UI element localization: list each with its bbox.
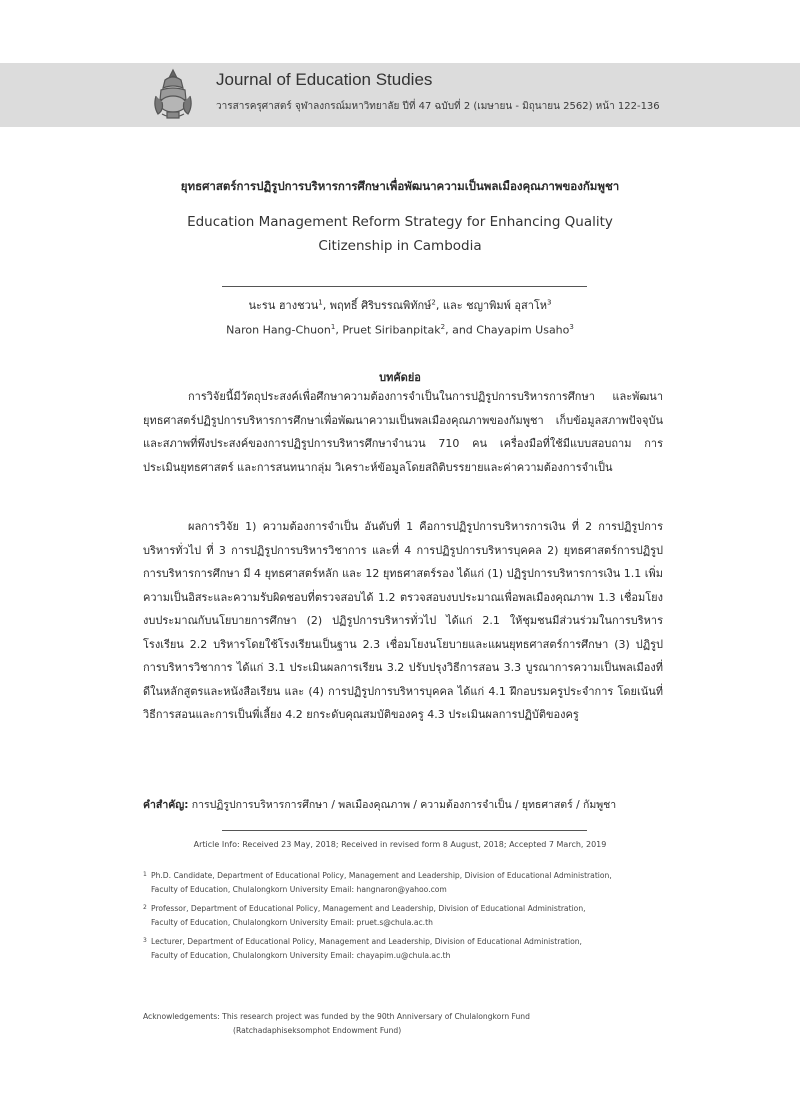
footnote-3: 3 Lecturer, Department of Educational Policy, Management and Leadership, Division of Educational Administration, Faculty of Education, Chulalongkorn University Email: chayapim.u@chula.ac.th	[143, 937, 582, 960]
journal-name: Journal of Education Studies	[216, 70, 433, 89]
author-thai-3-mark: 3	[547, 298, 552, 307]
paper-title-thai: ยุทธศาสตร์การปฏิรูปการบริหารการศึกษาเพื่อพัฒนาความเป็นพลเมืองคุณภาพของกัมพูชา	[180, 179, 620, 193]
article-info: Article Info: Received 23 May, 2018; Received in revised form 8 August, 2018; Accepted 7 March, 2019	[193, 840, 607, 849]
author-thai-3: และ ชญาพิมพ์ อุสาโห	[442, 299, 548, 312]
abstract-paragraph-2: ผลการวิจัย 1) ความต้องการจำเป็น อันดับที่ 1 คือการปฏิรูปการบริหารการเงิน ที่ 2 การปฏิรูปการบริหารทั่วไป ที่ 3 การปฏิรูปการบริหารวิชาการ และที่ 4 การปฏิรูปการบริหารบุคคล 2) ยุทธศาสตร์การปฏิรูปการบริหารการศึกษา มี 4 ยุทธศาสตร์หลัก และ 12 ยุทธศาสตร์รอง ได้แก่ (1) ปฏิรูปการบริหารการเงิน 1.1 เพิ่มความเป็นอิสระและความรับผิดชอบที่ตรวจสอบได้ 1.2 ตรวจสอบงบประมาณเพื่อพลเมืองคุณภาพ 1.3 เชื่อมโยงงบประมาณกับนโยบายการศึกษา (2) ปฏิรูปการบริหารทั่วไป ได้แก่ 2.1 ให้ชุมชนมีส่วนร่วมในการบริหารโรงเรียน 2.2 บริหารโดยใช้โรงเรียนเป็นฐาน 2.3 เชื่อมโยงนโยบายและแผนยุทธศาสตร์การศึกษา (3) ปฏิรูปการบริหารวิชาการ ได้แก่ 3.1 ประเมินผลการเรียน 3.2 ปรับปรุงวิธีการสอน 3.3 บูรณาการความเป็นพลเมืองที่ดีในหลักสูตรและหนังสือเรียน และ (4) การปฏิรูปการบริหารบุคคล ได้แก่ 4.1 ฝึกอบรมครูประจำการ โดยเน้นที่วิธีการสอนและการเป็นพี่เลี้ยง 4.2 ยกระดับคุณสมบัติของครู 4.3 ประเมินผลการปฏิบัติของครู	[143, 520, 663, 721]
keywords-label: คำสำคัญ:	[143, 799, 189, 811]
acknowledgements-line1: Acknowledgements: This research project was funded by the 90th Anniversary of Chulalongkorn Fund	[143, 1012, 530, 1021]
keywords-divider	[222, 830, 587, 831]
keywords-text: การปฏิรูปการบริหารการศึกษา / พลเมืองคุณภาพ / ความต้องการจำเป็น / ยุทธศาสตร์ / กัมพูชา	[191, 799, 617, 811]
author-en-2: Pruet Siribanpitak	[342, 323, 441, 337]
author-thai-2: พฤทธิ์ ศิริบรรณพิทักษ์	[329, 299, 432, 312]
authors-thai: นะรน ฮางชวน$^1$, พฤทธิ์ ศิริบรรณพิทักษ์$^2$, และ ชญาพิมพ์ อุสาโห$^3$	[248, 298, 552, 312]
footnotes	[143, 869, 683, 968]
journal-issue-line: วารสารครุศาสตร์ จุฬาลงกรณ์มหาวิทยาลัย ปีที่ 47 ฉบับที่ 2 (เมษายน - มิถุนายน 2562) หน้า 122-136	[216, 101, 660, 112]
university-seal-icon	[150, 66, 196, 122]
paper-title-english-line2: Citizenship in Cambodia	[318, 238, 482, 254]
acknowledgements	[143, 1010, 683, 1038]
abstract-heading: บทคัดย่อ	[379, 371, 421, 384]
abstract-paragraph-1: การวิจัยนี้มีวัตถุประสงค์เพื่อศึกษาความต้องการจำเป็นในการปฏิรูปการบริหารการศึกษา และพัฒนายุทธศาสตร์ปฏิรูปการบริหารการศึกษาเพื่อพัฒนาความเป็นพลเมืองคุณภาพของกัมพูชา เก็บข้อมูลสภาพปัจจุบันและสภาพที่พึงประสงค์ของการปฏิรูปการบริหารศึกษาจำนวน 710 คน เครื่องมือที่ใช้มีแบบสอบถาม การประเมินยุทธศาสตร์ และการสนทนากลุ่ม วิเคราะห์ข้อมูลโดยสถิติบรรยายและค่าความต้องการจำเป็น	[143, 390, 663, 474]
author-thai-2-mark: 2	[431, 298, 436, 307]
keywords	[143, 796, 673, 813]
author-en-1: Naron Hang-Chuon	[226, 323, 331, 337]
authors-english: Naron Hang-Chuon$^1$, Pruet Siribanpitak$^2$, and Chayapim Usaho$^3$	[226, 323, 574, 337]
acknowledgements-line2: (Ratchadaphiseksomphot Endowment Fund)	[233, 1026, 402, 1035]
author-thai-1-mark: 1	[318, 298, 323, 307]
author-thai-1: นะรน ฮางชวน	[248, 299, 319, 312]
paper-title-english	[0, 210, 800, 258]
author-en-3: and Chayapim Usaho	[452, 323, 570, 337]
footnote-1: 1 Ph.D. Candidate, Department of Educational Policy, Management and Leadership, Division of Educational Administration, Faculty of Education, Chulalongkorn University Email: hangnaron@yahoo.com	[143, 871, 612, 894]
paper-title-english-line1: Education Management Reform Strategy for Enhancing Quality	[187, 214, 613, 230]
footnote-2: 2 Professor, Department of Educational Policy, Management and Leadership, Division of Educational Administration, Faculty of Education, Chulalongkorn University Email: pruet.s@chula.ac.th	[143, 904, 586, 927]
title-author-divider	[222, 286, 587, 287]
